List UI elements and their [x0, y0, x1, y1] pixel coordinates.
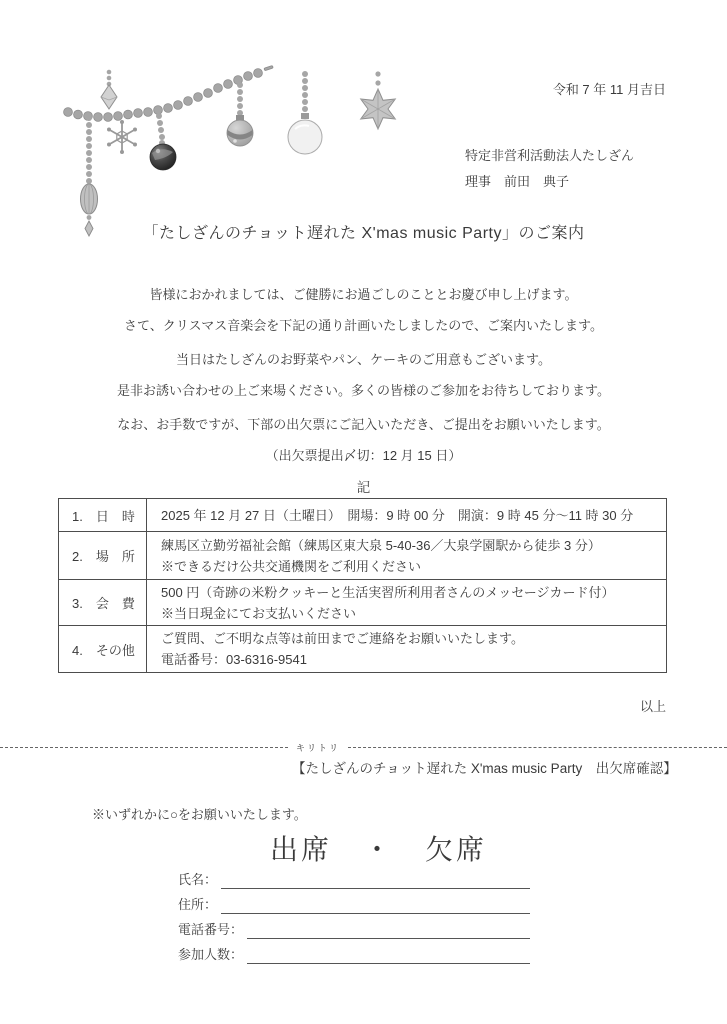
sender-person: 理事 前田 典子	[465, 174, 570, 189]
record-heading: 記	[356, 480, 371, 495]
star-ornament-icon	[361, 71, 396, 129]
cell-line: 練馬区立勤労福祉会館（練馬区東大泉 5-40-36／大泉学園駅から徒歩 3 分）	[161, 537, 601, 553]
table-row	[59, 499, 666, 531]
paragraph-line: さて、クリスマス音楽会を下記の通り計画いたしましたので、ご案内いたします。	[124, 318, 603, 333]
sender-block	[465, 143, 634, 195]
cut-line	[0, 740, 727, 754]
reply-slip-header: 【たしざんのチョット遅れた X'mas music Party 出欠席確認】	[292, 761, 677, 776]
request-paragraph	[0, 409, 727, 471]
field-row-address	[178, 889, 530, 914]
row-label: 2. 場 所	[59, 532, 147, 579]
table-row	[59, 531, 666, 579]
event-details-table	[58, 498, 667, 673]
marquise-drop-ornament-icon	[81, 115, 98, 236]
cell-line: 2025 年 12 月 27 日（土曜日） 開場：9 時 00 分 開演：9 時 45 分～11 時 30 分	[161, 507, 634, 523]
white-bauble-icon	[288, 71, 322, 154]
paragraph-line: 当日はたしざんのお野菜やパン、ケーキのご用意もございます。	[176, 352, 551, 367]
reply-form-fields	[178, 864, 530, 964]
paragraph-line: なお、お手数ですが、下部の出欠票にご記入いただき、ご提出をお願いいたします。	[117, 417, 610, 432]
field-label: 参加人数：	[178, 947, 244, 962]
field-row-participants	[178, 939, 530, 964]
paragraph-line: 皆様におかれましては、ご健勝にお過ごしのこととお慶び申し上げます。	[149, 287, 578, 302]
field-label: 氏名：	[178, 872, 218, 887]
table-row	[59, 625, 666, 672]
dark-bauble-icon	[150, 113, 176, 170]
row-content	[147, 626, 666, 672]
row-content	[147, 580, 666, 625]
snowflake-ornament-icon	[107, 120, 137, 154]
info-paragraph	[0, 344, 727, 406]
closing-ijou: 以上	[639, 699, 666, 714]
attendance-options[interactable]: 出席 ・ 欠席	[270, 834, 488, 865]
diamond-ornament-icon	[101, 70, 117, 109]
circle-instruction: ※いずれかに○をお願いいたします。	[92, 807, 307, 822]
name-fill-line[interactable]	[221, 869, 530, 889]
field-label: 電話番号：	[178, 922, 244, 937]
cut-dash-left	[0, 747, 288, 748]
cell-line: 500 円（奇跡の米粉クッキーと生活実習所利用者さんのメッセージカード付）	[161, 584, 615, 600]
field-label: 住所：	[178, 897, 218, 912]
document-date: 令和 7 年 11 月吉日	[552, 82, 666, 97]
document-title: 「たしざんのチョット遅れた X'mas music Party」のご案内	[142, 225, 585, 242]
cell-line: ※当日現金にてお支払いください	[161, 605, 357, 621]
row-content	[147, 532, 666, 579]
address-fill-line[interactable]	[221, 894, 530, 914]
christmas-garland-decoration	[55, 52, 411, 244]
cut-dash-right	[348, 747, 727, 748]
greeting-paragraph	[0, 279, 727, 341]
participants-fill-line[interactable]	[247, 944, 530, 964]
row-content	[147, 499, 666, 531]
row-label: 3. 会 費	[59, 580, 147, 625]
sender-organization: 特定非営利活動法人たしざん	[465, 148, 635, 163]
cell-line: ご質問、ご不明な点等は前田までご連絡をお願いいたします。	[161, 631, 524, 646]
cell-line: ※できるだけ公共交通機関をご利用ください	[161, 558, 422, 574]
row-label: 1. 日 時	[59, 499, 147, 531]
paragraph-line: （出欠票提出〆切：12 月 15 日）	[265, 448, 462, 463]
table-row	[59, 579, 666, 625]
cut-label: キリトリ	[296, 742, 341, 753]
paragraph-line: 是非お誘い合わせの上ご来場ください。多くの皆様のご参加をお待ちしております。	[117, 383, 610, 398]
field-row-name	[178, 864, 530, 889]
striped-bauble-icon	[227, 82, 253, 146]
row-label: 4. その他	[59, 626, 147, 672]
field-row-phone	[178, 914, 530, 939]
phone-fill-line[interactable]	[247, 919, 530, 939]
cell-line: 電話番号：03-6316-9541	[161, 652, 307, 667]
